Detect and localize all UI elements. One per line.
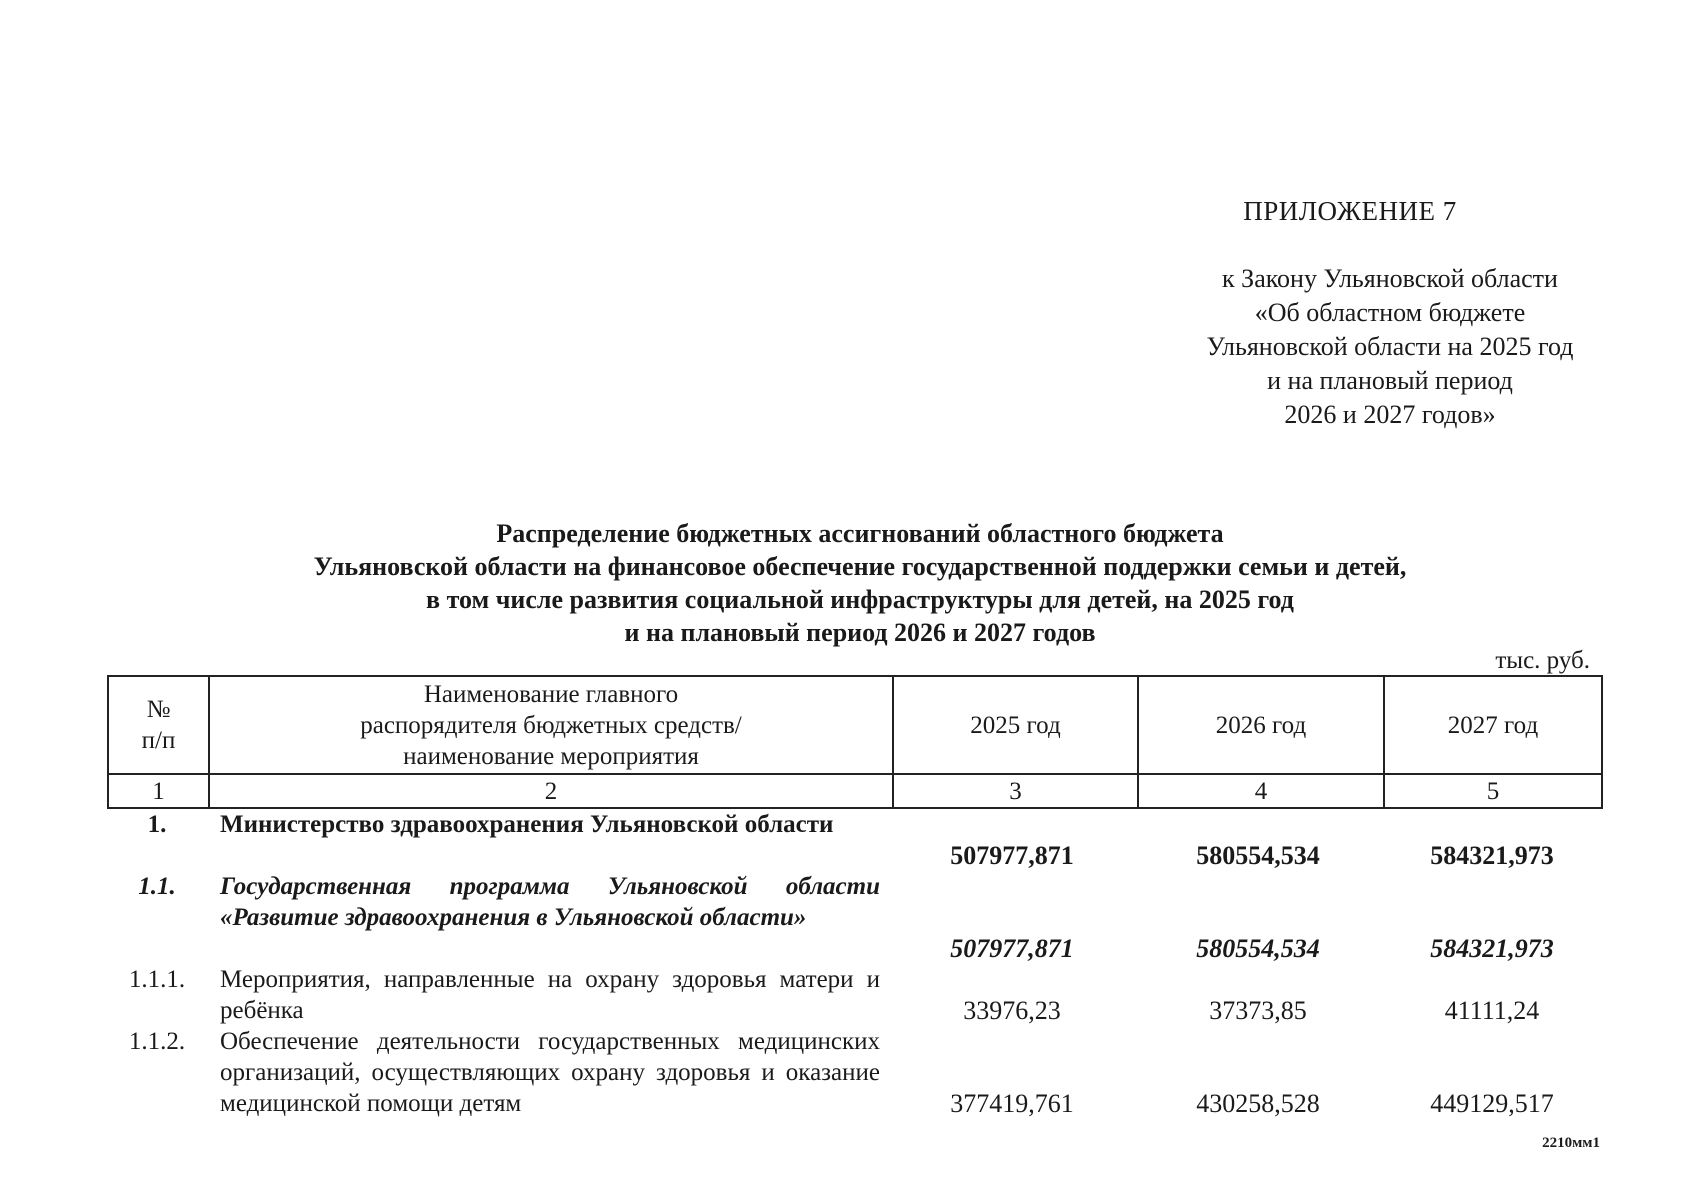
units-label: тыс. руб. bbox=[1495, 647, 1590, 674]
header-name-line: распорядителя бюджетных средств/ bbox=[360, 711, 742, 739]
row-value-2027: 584321,973 bbox=[1430, 934, 1554, 963]
row-value-2026: 580554,534 bbox=[1196, 934, 1320, 963]
column-number-cell: 2 bbox=[209, 774, 893, 808]
law-reference bbox=[1150, 262, 1630, 432]
row-name: Мероприятия, направленные на охрану здоровья матери и ребёнка bbox=[220, 966, 880, 1024]
header-cell-name bbox=[209, 676, 893, 774]
row-number: 1.1.2. bbox=[128, 1028, 186, 1055]
row-value-2027: 41111,24 bbox=[1444, 996, 1540, 1025]
column-number-cell: 4 bbox=[1138, 774, 1384, 808]
header-num-line: № bbox=[146, 696, 171, 723]
law-reference-line: «Об областном бюджете bbox=[1254, 298, 1526, 327]
row-number: 1.1.1. bbox=[128, 966, 186, 993]
column-number-row bbox=[108, 774, 1602, 808]
appendix-title: ПРИЛОЖЕНИЕ 7 bbox=[1243, 196, 1457, 226]
document-title-line: и на плановый период 2026 и 2027 годов bbox=[624, 618, 1096, 647]
header-cell-2025: 2025 год bbox=[893, 676, 1138, 774]
row-value-2027: 584321,973 bbox=[1430, 841, 1554, 870]
row-value-2026: 580554,534 bbox=[1196, 841, 1320, 870]
document-title-line: в том числе развития социальной инфраструктуры для детей, на 2025 год bbox=[426, 585, 1294, 614]
header-name-line: наименование мероприятия bbox=[403, 742, 699, 770]
header-cell-2027: 2027 год bbox=[1384, 676, 1602, 774]
row-name: Министерство здравоохранения Ульяновской области bbox=[220, 811, 834, 838]
column-number-cell: 1 bbox=[108, 774, 209, 808]
header-cell-num bbox=[108, 676, 209, 774]
header-num-line: п/п bbox=[141, 727, 176, 754]
row-value-2025: 33976,23 bbox=[963, 996, 1061, 1025]
row-name: Государственная программа Ульяновской области «Развитие здравоохранения в Ульяновской области» bbox=[220, 873, 880, 931]
row-value-2027: 449129,517 bbox=[1430, 1089, 1554, 1118]
header-name-line: Наименование главного bbox=[423, 680, 679, 708]
row-number: 1.1. bbox=[138, 873, 176, 900]
row-value-2026: 430258,528 bbox=[1196, 1089, 1320, 1118]
row-name: Обеспечение деятельности государственных медицинских организаций, осуществляющих охрану здоровья и оказание медицинской помощи детям bbox=[220, 1028, 880, 1117]
budget-table-header bbox=[107, 675, 1603, 809]
row-value-2026: 37373,85 bbox=[1209, 996, 1307, 1025]
column-number-cell: 5 bbox=[1384, 774, 1602, 808]
document-code: 2210мм1 bbox=[1542, 1135, 1600, 1151]
row-number: 1. bbox=[147, 811, 167, 838]
law-reference-line: к Закону Ульяновской области bbox=[1222, 264, 1558, 293]
column-number-cell: 3 bbox=[893, 774, 1138, 808]
law-reference-line: 2026 и 2027 годов» bbox=[1284, 400, 1496, 429]
header-row bbox=[108, 676, 1602, 774]
row-value-2025: 377419,761 bbox=[950, 1089, 1074, 1118]
header-cell-2026: 2026 год bbox=[1138, 676, 1384, 774]
document-title bbox=[160, 517, 1560, 649]
document-title-line: Распределение бюджетных ассигнований областного бюджета bbox=[496, 519, 1224, 548]
law-reference-line: Ульяновской области на 2025 год bbox=[1206, 332, 1574, 361]
law-reference-line: и на плановый период bbox=[1267, 366, 1513, 395]
document-title-line: Ульяновской области на финансовое обеспечение государственной поддержки семьи и детей, bbox=[313, 552, 1407, 581]
row-value-2025: 507977,871 bbox=[950, 934, 1074, 963]
row-value-2025: 507977,871 bbox=[950, 841, 1074, 870]
